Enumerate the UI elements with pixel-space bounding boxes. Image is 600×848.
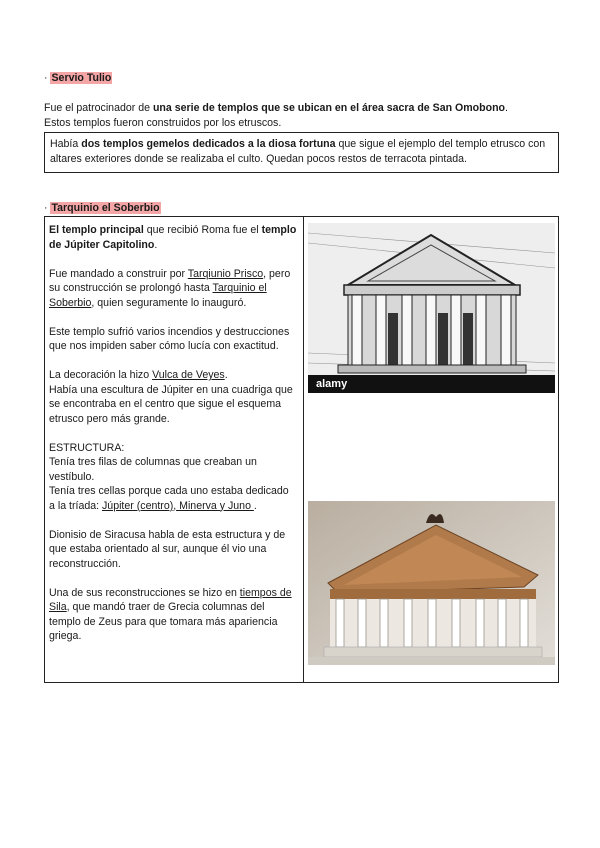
paragraph-dionisio: Dionisio de Siracusa habla de esta estructura y de que estaba orientado al sur, aunque él vio una reconstrucción. bbox=[49, 528, 286, 570]
link-triada[interactable]: Júpiter (centro), Minerva y Juno bbox=[102, 499, 254, 512]
column-divider bbox=[303, 217, 304, 682]
section1-line2: Estos templos fueron construidos por los etruscos. bbox=[44, 116, 282, 129]
section2-heading: Tarquinio el Soberbio bbox=[51, 202, 160, 214]
section1-intro: Fue el patrocinador de una serie de templos que se ubican en el área sacra de San Omobono. Estos templos fueron construidos por los etruscos. bbox=[44, 101, 559, 130]
link-tarquinio-prisco[interactable]: Tarqiunio Prisco bbox=[187, 267, 264, 280]
estructura-line1: Tenía tres filas de columnas que creaban un vestíbulo. bbox=[49, 456, 257, 483]
left-column: El templo principal que recibió Roma fue el templo de Júpiter Capitolino. Fue mandado a construir por Tarqiunio Prisco, pero su construcción se prolongó hasta Tarquinio el Soberbio, quien seguramente lo inauguró. Este templo sufrió varios incendios y destrucciones que nos impiden saber cómo lucía con exactitud. La decoración la hizo Vulca de Veyes. Había una escultura de Júpiter en una cuadriga que se encontraba en el centro que sigue el esquema etrusco pero más grande. ESTRUCTURA: Tenía tres filas de columnas que creaban un vestíbulo. Tenía tres cellas porque cada uno estaba dedicado a la tríada: Júpiter (centro), Minerva y Juno . Dionisio de Siracusa habla de esta estructura y de que estaba orientado al sur, aunque él vio una reconstrucción. Una de sus reconstrucciones se hizo en tiempos de Sila, que mandó traer de Grecia columnas del templo de Zeus para que tomara más apariencia griega. bbox=[49, 224, 297, 642]
link-tarquinio-soberbio[interactable]: Tarquinio el Soberbio bbox=[49, 282, 267, 309]
section1-heading-row bbox=[44, 71, 112, 86]
temple-engraving-svg bbox=[308, 223, 555, 393]
section2-heading-row bbox=[44, 201, 161, 216]
link-sila[interactable]: tiempos de Sila bbox=[49, 586, 292, 613]
paragraph-incendios: Este templo sufrió varios incendios y destrucciones que nos impiden saber cómo lucía con exactitud. bbox=[49, 325, 290, 352]
temple-model-image bbox=[308, 501, 555, 665]
temple-engraving-image bbox=[308, 223, 555, 393]
link-vulca[interactable]: Vulca de Veyes bbox=[152, 369, 225, 381]
section2-table bbox=[44, 216, 559, 683]
paragraph-escultura: Había una escultura de Júpiter en una cuadriga que se encontraba en el centro que sigue el esquema etrusco pero más grande. bbox=[49, 383, 293, 425]
temple-model-svg bbox=[308, 501, 555, 665]
estructura-title: ESTRUCTURA: bbox=[49, 441, 125, 454]
section1-heading: Servio Tulio bbox=[51, 72, 112, 84]
bullet: · bbox=[44, 72, 51, 84]
watermark: alamy bbox=[316, 378, 348, 390]
section1-box: Había dos templos gemelos dedicados a la diosa fortuna que sigue el ejemplo del templo etrusco con altares exteriores donde se realizaba el culto. Quedan pocos restos de terracota pintada. bbox=[44, 132, 559, 173]
bullet: · bbox=[44, 202, 51, 214]
